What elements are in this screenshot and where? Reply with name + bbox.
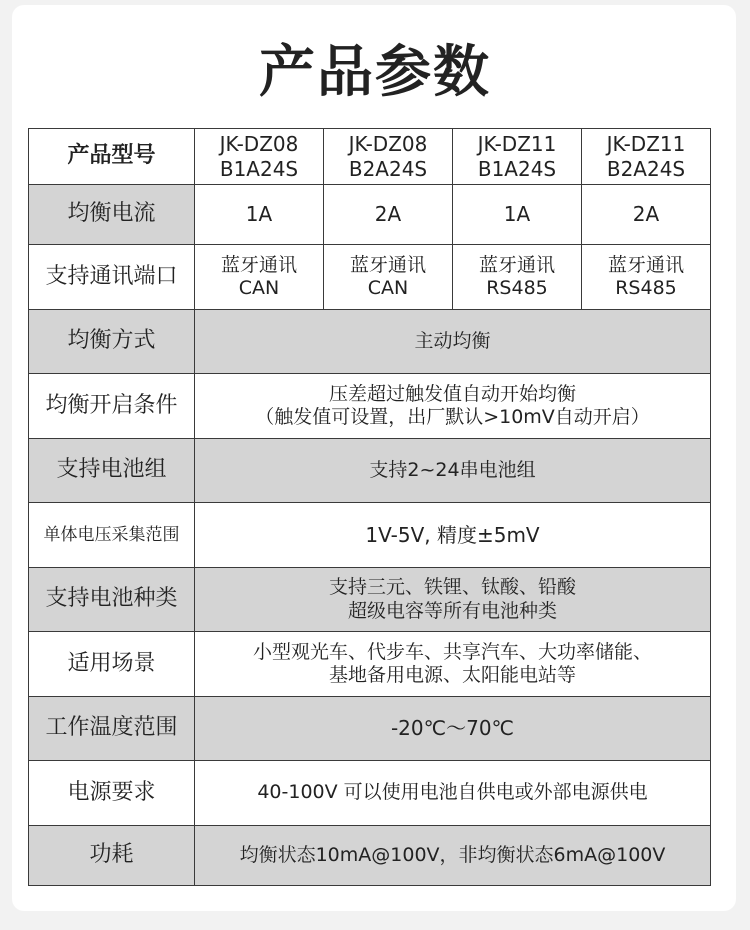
model-cell: JK-DZ08 B1A24S [195, 129, 324, 185]
table-row [29, 439, 711, 503]
row-label: 均衡开启条件 [29, 374, 195, 439]
comm-cell: 蓝牙通讯 CAN [195, 245, 324, 310]
comm-cell: 蓝牙通讯 RS485 [453, 245, 582, 310]
row-label: 均衡方式 [29, 310, 195, 374]
table-row [29, 826, 711, 886]
value-cell: 2A [324, 185, 453, 245]
table-row [29, 568, 711, 632]
row-label: 支持电池种类 [29, 568, 195, 632]
spec-table [28, 128, 711, 886]
value-cell: 支持三元、铁锂、钛酸、铅酸 超级电容等所有电池种类 [195, 568, 711, 632]
table-row [29, 503, 711, 568]
value-cell: 均衡状态10mA@100V，非均衡状态6mA@100V [195, 826, 711, 886]
table-row [29, 185, 711, 245]
value-cell: 2A [582, 185, 711, 245]
table-row [29, 129, 711, 185]
value-cell: 压差超过触发值自动开始均衡 （触发值可设置，出厂默认>10mV自动开启） [195, 374, 711, 439]
row-label: 单体电压采集范围 [29, 503, 195, 568]
table-row [29, 697, 711, 761]
table-row [29, 761, 711, 826]
row-label: 支持电池组 [29, 439, 195, 503]
model-cell: JK-DZ08 B2A24S [324, 129, 453, 185]
row-label: 适用场景 [29, 632, 195, 697]
row-label: 功耗 [29, 826, 195, 886]
value-cell: 40-100V 可以使用电池自供电或外部电源供电 [195, 761, 711, 826]
comm-cell: 蓝牙通讯 CAN [324, 245, 453, 310]
row-label: 工作温度范围 [29, 697, 195, 761]
value-cell: 1A [453, 185, 582, 245]
row-label: 均衡电流 [29, 185, 195, 245]
value-cell: 主动均衡 [195, 310, 711, 374]
table-row [29, 374, 711, 439]
value-cell: -20℃～70℃ [195, 697, 711, 761]
row-label: 支持通讯端口 [29, 245, 195, 310]
model-cell: JK-DZ11 B2A24S [582, 129, 711, 185]
row-label: 产品型号 [29, 129, 195, 185]
table-row [29, 245, 711, 310]
row-label: 电源要求 [29, 761, 195, 826]
value-cell: 小型观光车、代步车、共享汽车、大功率储能、 基地备用电源、太阳能电站等 [195, 632, 711, 697]
table-row [29, 310, 711, 374]
model-cell: JK-DZ11 B1A24S [453, 129, 582, 185]
value-cell: 1A [195, 185, 324, 245]
value-cell: 支持2~24串电池组 [195, 439, 711, 503]
table-row [29, 632, 711, 697]
comm-cell: 蓝牙通讯 RS485 [582, 245, 711, 310]
value-cell: 1V-5V, 精度±5mV [195, 503, 711, 568]
page-title: 产品参数 [259, 40, 491, 105]
